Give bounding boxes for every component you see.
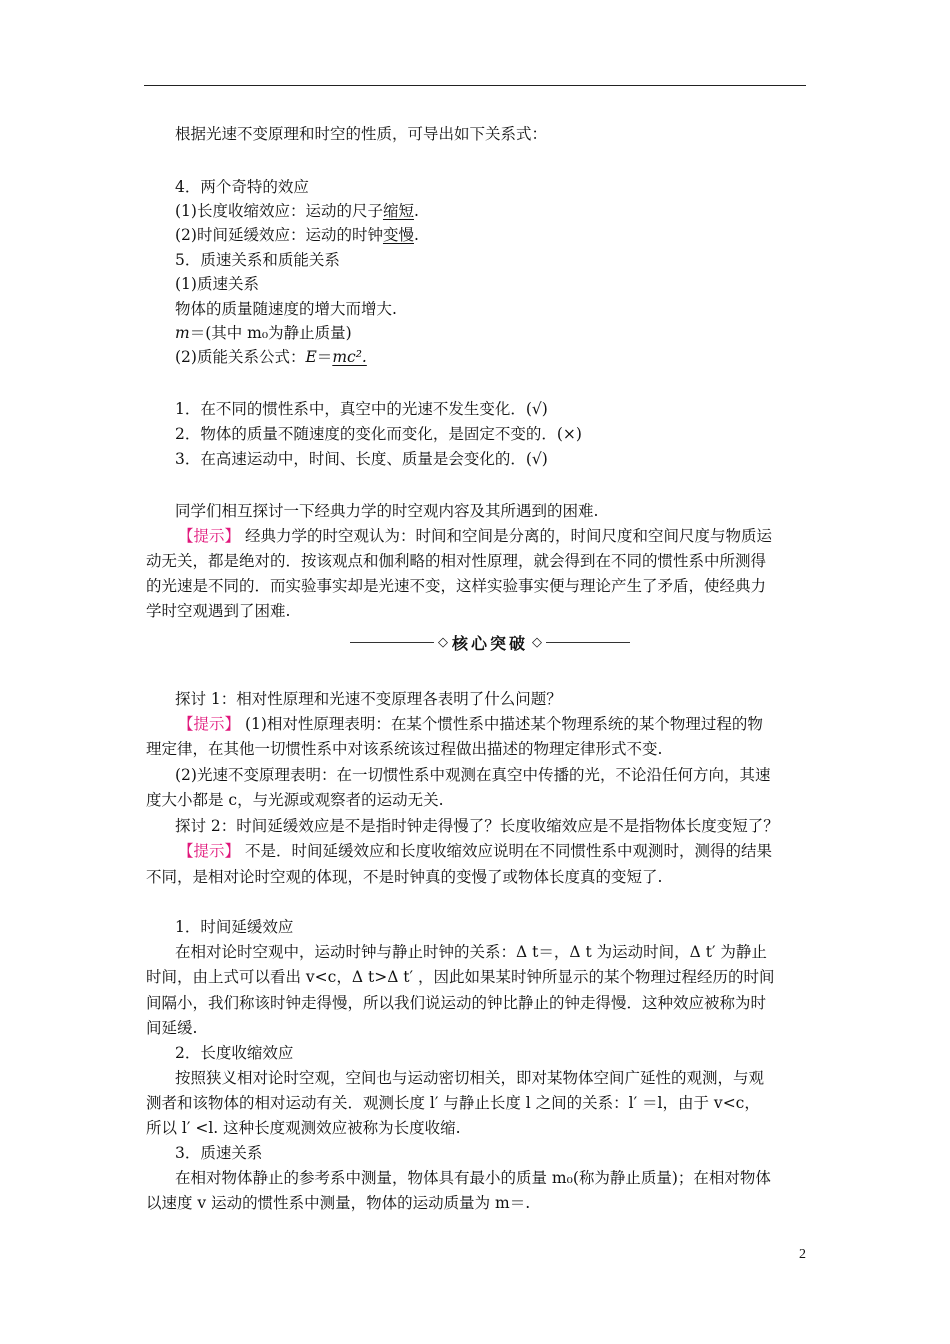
summary-h1: 1．时间延缓效应	[175, 918, 294, 936]
discuss-tip-line-1	[178, 525, 772, 547]
summary-h3: 3．质速关系	[175, 1144, 263, 1162]
tip-label: 【提示】	[178, 715, 241, 733]
summary-h2: 2．长度收缩效应	[175, 1044, 294, 1062]
s4-item2	[175, 224, 419, 246]
s5-sub2-answer: mc².	[332, 348, 367, 366]
discuss-tip-text-1: 经典力学的时空观认为：时间和空间是分离的，时间尺度和空间尺度与物质运	[240, 527, 772, 545]
s5-sub1: (1)质速关系	[175, 275, 259, 293]
summary-p1-line-2: 时间，由上式可以看出 v<c，Δ t>Δ t′ ，因此如果某时钟所显示的某个物理过程经历的时间	[146, 968, 775, 986]
header-rule	[144, 85, 806, 86]
section-banner	[350, 630, 630, 654]
discuss-tip-line-4: 学时空观遇到了困难.	[146, 602, 291, 620]
diamond-right-icon: ◇	[532, 634, 543, 650]
s4-item2-pre: (2)时间延缓效应：运动的时钟	[175, 226, 383, 244]
discuss-tip-line-3: 的光速是不同的．而实验事实却是光速不变，这样实验事实便与理论产生了矛盾，使经典力	[146, 577, 767, 595]
summary-p2-line-3: 所以 l′ <l. 这种长度观测效应被称为长度收缩.	[146, 1119, 461, 1137]
judge-item-1: 1．在不同的惯性系中，真空中的光速不发生变化．(√)	[175, 400, 548, 418]
s5-sub2-pre: (2)质能关系公式：	[175, 348, 306, 366]
intro-text: 根据光速不变原理和时空的性质，可导出如下关系式：	[175, 125, 548, 143]
summary-p1-line-3: 间隔小，我们称该时钟走得慢，所以我们说运动的钟比静止的钟走得慢．这种效应被称为时	[146, 994, 767, 1012]
s4-item1-answer: 缩短	[382, 202, 414, 220]
core-a2-line-2: 不同，是相对论时空观的体现，不是时钟真的变慢了或物体长度真的变短了.	[146, 868, 663, 886]
s4-item1	[175, 200, 419, 222]
s5-sub2	[175, 346, 367, 368]
diamond-left-icon: ◇	[438, 634, 448, 650]
summary-p2-line-1: 按照狭义相对论时空观，空间也与运动密切相关，即对某物体空间广延性的观测，与观	[175, 1069, 765, 1087]
section-title: 核心突破	[452, 633, 529, 653]
tip-label: 【提示】	[178, 842, 241, 860]
core-q1: 探讨 1：相对性原理和光速不变原理各表明了什么问题？	[175, 690, 562, 708]
summary-p3-line-1: 在相对物体静止的参考系中测量，物体具有最小的质量 m₀(称为静止质量)；在相对物体	[175, 1169, 771, 1187]
banner-rule-right	[546, 642, 630, 643]
s5-sub2-eq: ＝	[316, 348, 333, 366]
summary-p1-line-1: 在相对论时空观中，运动时钟与静止时钟的关系：Δ t＝，Δ t 为运动时间，Δ t′ 为静止	[175, 943, 767, 961]
summary-p3-line-2: 以速度 v 运动的惯性系中测量，物体的运动质量为 m＝.	[146, 1194, 531, 1212]
s4-item2-answer: 变慢	[382, 226, 414, 244]
page-number: 2	[799, 1247, 806, 1262]
s5-sub2-E: E	[305, 348, 317, 366]
core-a1-line-2: 理定律，在其他一切惯性系中对该系统该过程做出描述的物理定律形式不变.	[146, 740, 663, 758]
s4-item2-post: .	[413, 226, 419, 244]
core-a1b-line-1: (2)光速不变原理表明：在一切惯性系中观测在真空中传播的光，不论沿任何方向，其速	[175, 766, 771, 784]
core-a2-text-1: 不是．时间延缓效应和长度收缩效应说明在不同惯性系中观测时，测得的结果	[240, 842, 772, 860]
s5-formula-rest: ＝(其中 m₀为静止质量)	[189, 324, 352, 342]
core-a2-line-1	[178, 840, 772, 862]
core-a1b-line-2: 度大小都是 c，与光源或观察者的运动无关.	[146, 791, 444, 809]
summary-p1-line-4: 间延缓.	[146, 1019, 198, 1037]
tip-label: 【提示】	[178, 527, 241, 545]
s5-heading: 5．质速关系和质能关系	[175, 251, 340, 269]
s4-item1-pre: (1)长度收缩效应：运动的尺子	[175, 202, 383, 220]
banner-rule-left	[350, 642, 434, 643]
discuss-question: 同学们相互探讨一下经典力学的时空观内容及其所遇到的困难.	[175, 502, 599, 520]
core-a1-text-1: (1)相对性原理表明：在某个惯性系中描述某个物理系统的某个物理过程的物	[240, 715, 763, 733]
core-a1-line-1	[178, 713, 763, 735]
s5-text1: 物体的质量随速度的增大而增大.	[175, 300, 397, 318]
s5-formula	[175, 322, 352, 344]
judge-item-2: 2．物体的质量不随速度的变化而变化，是固定不变的．(×)	[175, 425, 582, 443]
s4-item1-post: .	[413, 202, 419, 220]
core-q2: 探讨 2：时间延缓效应是不是指时钟走得慢了？长度收缩效应是不是指物体长度变短了？	[175, 817, 779, 835]
s5-formula-m: m	[175, 324, 190, 342]
judge-item-3: 3．在高速运动中，时间、长度、质量是会变化的．(√)	[175, 450, 548, 468]
summary-p2-line-2: 测者和该物体的相对运动有关．观测长度 l′ 与静止长度 l 之间的关系：l′ ＝l，由于 v<c，	[146, 1094, 760, 1112]
s4-heading: 4．两个奇特的效应	[175, 178, 309, 196]
discuss-tip-line-2: 动无关，都是绝对的．按该观点和伽利略的相对性原理，就会得到在不同的惯性系中所测得	[146, 552, 767, 570]
